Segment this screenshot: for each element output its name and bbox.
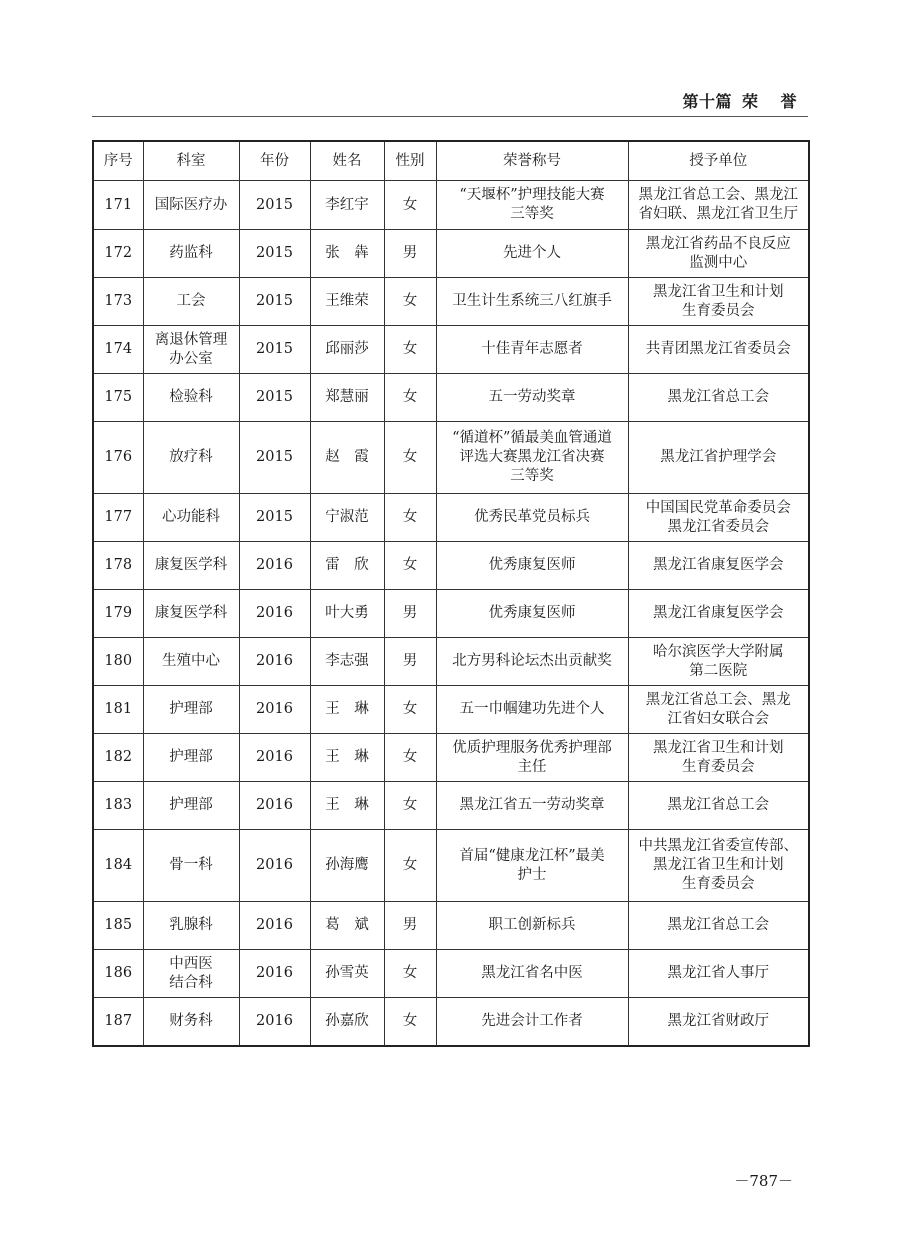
cell-unit xyxy=(628,542,809,590)
cell-honor-line: “循道杯”循最美血管通道 xyxy=(452,430,612,446)
cell-dept-line: 放疗科 xyxy=(169,449,213,465)
cell-honor-line: 主任 xyxy=(517,758,547,775)
table-row xyxy=(93,374,809,422)
table-row xyxy=(93,734,809,782)
cell-honor-line: 黑龙江省五一劳动奖章 xyxy=(459,797,605,813)
cell-unit xyxy=(628,950,809,998)
table-row xyxy=(93,950,809,998)
cell-honor xyxy=(436,542,628,590)
table-row xyxy=(93,782,809,830)
cell-dept-line: 乳腺科 xyxy=(169,917,213,933)
cell-honor xyxy=(436,494,628,542)
cell-unit-line: 黑龙江省财政厅 xyxy=(667,1012,769,1029)
cell-no: 186 xyxy=(93,950,143,998)
cell-sex: 男 xyxy=(384,638,436,686)
cell-unit-line: 省妇联、黑龙江省卫生厅 xyxy=(638,206,798,222)
cell-unit xyxy=(628,590,809,638)
cell-dept-line: 药监科 xyxy=(169,245,213,261)
cell-year: 2016 xyxy=(239,950,310,998)
cell-dept xyxy=(143,542,239,590)
cell-name: 邱丽莎 xyxy=(310,326,384,374)
cell-name: 孙海鹰 xyxy=(310,830,384,902)
cell-unit xyxy=(628,782,809,830)
cell-dept-line: 离退休管理 xyxy=(154,331,228,348)
cell-name: 王 琳 xyxy=(310,734,384,782)
table-row xyxy=(93,902,809,950)
cell-year: 2016 xyxy=(239,638,310,686)
cell-dept-line: 中西医 xyxy=(169,955,213,972)
cell-honor-line: 护士 xyxy=(517,866,547,883)
cell-no: 182 xyxy=(93,734,143,782)
cell-no: 177 xyxy=(93,494,143,542)
cell-honor xyxy=(436,998,628,1046)
cell-dept-line: 财务科 xyxy=(169,1012,213,1029)
cell-dept xyxy=(143,326,239,374)
cell-unit-line: 黑龙江省总工会 xyxy=(667,797,769,813)
cell-honor xyxy=(436,734,628,782)
cell-dept xyxy=(143,278,239,326)
cell-unit xyxy=(628,686,809,734)
cell-unit xyxy=(628,998,809,1046)
cell-unit-line: 生育委员会 xyxy=(682,758,755,775)
cell-dept xyxy=(143,590,239,638)
table-row xyxy=(93,686,809,734)
cell-unit-line: 黑龙江省药品不良反应 xyxy=(645,235,791,252)
cell-dept xyxy=(143,902,239,950)
cell-no: 184 xyxy=(93,830,143,902)
cell-honor-line: 职工创新标兵 xyxy=(488,917,576,933)
cell-unit-line: 哈尔滨医学大学附属 xyxy=(653,643,784,660)
cell-sex: 女 xyxy=(384,326,436,374)
cell-honor-line: 优秀康复医师 xyxy=(488,557,576,573)
cell-unit xyxy=(628,278,809,326)
cell-sex: 女 xyxy=(384,374,436,422)
cell-dept-line: 心功能科 xyxy=(162,509,220,525)
cell-dept-line: 康复医学科 xyxy=(154,605,228,621)
cell-no: 175 xyxy=(93,374,143,422)
running-head xyxy=(682,89,797,112)
header-cell-year: 年份 xyxy=(239,141,310,181)
cell-honor-line: 评选大赛黑龙江省决赛 xyxy=(459,449,605,465)
section-title-char-2: 誉 xyxy=(780,92,797,111)
cell-sex: 女 xyxy=(384,950,436,998)
header-rule xyxy=(92,116,808,117)
cell-unit xyxy=(628,638,809,686)
cell-sex: 女 xyxy=(384,422,436,494)
cell-dept-line: 护理部 xyxy=(169,749,213,765)
cell-no: 181 xyxy=(93,686,143,734)
cell-year: 2015 xyxy=(239,326,310,374)
cell-name: 孙嘉欣 xyxy=(310,998,384,1046)
cell-year: 2016 xyxy=(239,782,310,830)
cell-sex: 男 xyxy=(384,590,436,638)
cell-dept-line: 护理部 xyxy=(169,701,213,717)
cell-name: 雷 欣 xyxy=(310,542,384,590)
table-body xyxy=(93,181,809,1046)
cell-dept xyxy=(143,638,239,686)
cell-honor-line: 五一劳动奖章 xyxy=(488,389,576,405)
cell-dept xyxy=(143,422,239,494)
cell-unit xyxy=(628,902,809,950)
cell-honor-line: 三等奖 xyxy=(510,468,554,484)
table-row xyxy=(93,230,809,278)
cell-honor xyxy=(436,230,628,278)
cell-year: 2016 xyxy=(239,590,310,638)
cell-unit-line: 黑龙江省总工会、黑龙 xyxy=(645,691,791,708)
table-row xyxy=(93,590,809,638)
cell-dept xyxy=(143,782,239,830)
cell-honor xyxy=(436,638,628,686)
cell-dept xyxy=(143,998,239,1046)
cell-name: 叶大勇 xyxy=(310,590,384,638)
cell-dept xyxy=(143,494,239,542)
cell-honor-line: 优质护理服务优秀护理部 xyxy=(452,739,612,756)
cell-dept-line: 工会 xyxy=(176,293,206,309)
cell-honor-line: 首届“健康龙江杯”最美 xyxy=(459,847,605,864)
cell-sex: 女 xyxy=(384,686,436,734)
cell-name: 王 琳 xyxy=(310,686,384,734)
table-row xyxy=(93,830,809,902)
cell-honor-line: 三等奖 xyxy=(510,206,554,222)
cell-name: 王 琳 xyxy=(310,782,384,830)
cell-year: 2015 xyxy=(239,422,310,494)
table-row xyxy=(93,326,809,374)
cell-dept xyxy=(143,830,239,902)
cell-dept-line: 国际医疗办 xyxy=(154,196,228,213)
cell-unit-line: 黑龙江省卫生和计划 xyxy=(653,857,784,873)
cell-name: 赵 霞 xyxy=(310,422,384,494)
cell-unit xyxy=(628,830,809,902)
cell-sex: 女 xyxy=(384,181,436,230)
cell-unit-line: 中国国民党革命委员会 xyxy=(645,499,791,516)
cell-no: 178 xyxy=(93,542,143,590)
cell-unit xyxy=(628,230,809,278)
cell-year: 2015 xyxy=(239,181,310,230)
cell-sex: 女 xyxy=(384,998,436,1046)
cell-no: 187 xyxy=(93,998,143,1046)
table-row xyxy=(93,638,809,686)
cell-unit xyxy=(628,422,809,494)
cell-honor xyxy=(436,950,628,998)
cell-honor-line: 五一巾帼建功先进个人 xyxy=(459,701,605,717)
cell-sex: 男 xyxy=(384,902,436,950)
cell-no: 174 xyxy=(93,326,143,374)
cell-unit-line: 黑龙江省卫生和计划 xyxy=(653,739,784,756)
cell-year: 2015 xyxy=(239,374,310,422)
cell-dept xyxy=(143,686,239,734)
cell-year: 2015 xyxy=(239,230,310,278)
cell-sex: 女 xyxy=(384,278,436,326)
honors-table xyxy=(92,140,810,1047)
cell-year: 2016 xyxy=(239,734,310,782)
header-cell-unit: 授予单位 xyxy=(628,141,809,181)
cell-unit-line: 黑龙江省总工会 xyxy=(667,917,769,933)
cell-name: 宁淑范 xyxy=(310,494,384,542)
cell-name: 李志强 xyxy=(310,638,384,686)
cell-honor-line: 优秀民革党员标兵 xyxy=(474,509,590,525)
cell-honor xyxy=(436,902,628,950)
cell-year: 2016 xyxy=(239,686,310,734)
cell-honor-line: 卫生计生系统三八红旗手 xyxy=(452,293,612,309)
cell-unit-line: 中共黑龙江省委宣传部、 xyxy=(638,838,798,854)
cell-unit xyxy=(628,494,809,542)
cell-unit-line: 黑龙江省人事厅 xyxy=(667,965,769,981)
cell-unit-line: 共青团黑龙江省委员会 xyxy=(645,341,791,357)
cell-unit-line: 黑龙江省总工会 xyxy=(667,389,769,405)
cell-unit-line: 黑龙江省康复医学会 xyxy=(653,557,784,573)
cell-year: 2016 xyxy=(239,542,310,590)
page-number: －787－ xyxy=(734,1172,793,1190)
cell-name: 葛 斌 xyxy=(310,902,384,950)
cell-unit-line: 黑龙江省康复医学会 xyxy=(653,605,784,621)
cell-unit xyxy=(628,326,809,374)
header-cell-sex: 性别 xyxy=(384,141,436,181)
cell-year: 2016 xyxy=(239,902,310,950)
cell-sex: 男 xyxy=(384,230,436,278)
cell-honor xyxy=(436,278,628,326)
table-row xyxy=(93,494,809,542)
cell-no: 180 xyxy=(93,638,143,686)
cell-dept-line: 骨一科 xyxy=(169,857,213,873)
cell-unit xyxy=(628,374,809,422)
cell-unit-line: 黑龙江省护理学会 xyxy=(660,449,777,465)
cell-dept-line: 结合科 xyxy=(169,974,213,991)
cell-dept xyxy=(143,181,239,230)
cell-name: 张 犇 xyxy=(310,230,384,278)
table-row xyxy=(93,278,809,326)
cell-no: 172 xyxy=(93,230,143,278)
cell-name: 孙雪英 xyxy=(310,950,384,998)
header-cell-honor: 荣誉称号 xyxy=(436,141,628,181)
cell-dept xyxy=(143,374,239,422)
cell-honor xyxy=(436,590,628,638)
table-row xyxy=(93,542,809,590)
cell-unit-line: 第二医院 xyxy=(689,662,748,679)
cell-dept-line: 康复医学科 xyxy=(154,557,228,573)
cell-honor xyxy=(436,181,628,230)
section-title-char-1: 荣 xyxy=(741,92,759,111)
cell-dept-line: 生殖中心 xyxy=(162,653,220,669)
cell-sex: 女 xyxy=(384,494,436,542)
cell-name: 王维荣 xyxy=(310,278,384,326)
cell-unit-line: 监测中心 xyxy=(689,254,748,271)
cell-no: 173 xyxy=(93,278,143,326)
cell-honor-line: 十佳青年志愿者 xyxy=(481,341,583,357)
cell-honor xyxy=(436,830,628,902)
cell-honor-line: “天堰杯”护理技能大赛 xyxy=(459,187,605,203)
cell-no: 179 xyxy=(93,590,143,638)
table-header-row xyxy=(93,141,809,181)
cell-sex: 女 xyxy=(384,542,436,590)
cell-sex: 女 xyxy=(384,782,436,830)
cell-sex: 女 xyxy=(384,830,436,902)
cell-no: 171 xyxy=(93,181,143,230)
table-row xyxy=(93,181,809,230)
header-cell-dept: 科室 xyxy=(143,141,239,181)
cell-unit-line: 黑龙江省卫生和计划 xyxy=(653,283,784,300)
header-cell-name: 姓名 xyxy=(310,141,384,181)
cell-honor-line: 北方男科论坛杰出贡献奖 xyxy=(452,653,612,669)
cell-dept xyxy=(143,230,239,278)
cell-dept-line: 检验科 xyxy=(169,389,213,405)
table-row xyxy=(93,422,809,494)
cell-honor-line: 先进会计工作者 xyxy=(481,1012,583,1029)
cell-unit-line: 黑龙江省委员会 xyxy=(667,518,769,535)
cell-honor xyxy=(436,326,628,374)
cell-dept-line: 护理部 xyxy=(169,797,213,813)
cell-sex: 女 xyxy=(384,734,436,782)
table-row xyxy=(93,998,809,1046)
cell-unit xyxy=(628,734,809,782)
cell-no: 176 xyxy=(93,422,143,494)
part-label: 第十篇 xyxy=(682,92,732,111)
cell-honor xyxy=(436,782,628,830)
cell-honor xyxy=(436,422,628,494)
cell-name: 郑慧丽 xyxy=(310,374,384,422)
cell-honor xyxy=(436,686,628,734)
cell-unit-line: 生育委员会 xyxy=(682,302,755,319)
header-cell-no: 序号 xyxy=(93,141,143,181)
cell-year: 2016 xyxy=(239,830,310,902)
cell-dept-line: 办公室 xyxy=(169,350,213,367)
cell-honor-line: 先进个人 xyxy=(503,245,561,261)
cell-honor-line: 优秀康复医师 xyxy=(488,605,576,621)
cell-dept xyxy=(143,950,239,998)
cell-honor-line: 黑龙江省名中医 xyxy=(481,965,583,981)
cell-year: 2015 xyxy=(239,494,310,542)
cell-year: 2016 xyxy=(239,998,310,1046)
cell-unit xyxy=(628,181,809,230)
cell-dept xyxy=(143,734,239,782)
cell-no: 185 xyxy=(93,902,143,950)
cell-name: 李红宇 xyxy=(310,181,384,230)
cell-unit-line: 生育委员会 xyxy=(682,876,755,892)
cell-unit-line: 江省妇女联合会 xyxy=(667,710,769,727)
cell-no: 183 xyxy=(93,782,143,830)
cell-honor xyxy=(436,374,628,422)
cell-unit-line: 黑龙江省总工会、黑龙江 xyxy=(638,187,798,203)
cell-year: 2015 xyxy=(239,278,310,326)
